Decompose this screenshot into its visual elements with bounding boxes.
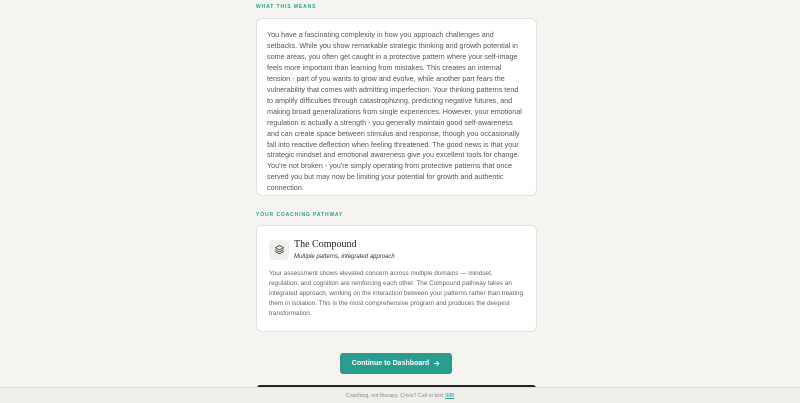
- continue-button-label: Continue to Dashboard: [351, 360, 430, 367]
- meaning-section: [256, 4, 537, 196]
- footer-bar: [0, 387, 800, 403]
- meaning-text: You have a fascinating complexity in how you approach challenges and setbacks. While you show remarkable strategic thinking and growth potential in some areas, you often get caught in a protective pattern where your self-image feels more important than learning from mistakes. This creates an internal tension - part of you wants to grow and evolve, while another part fears the vulnerability that comes with admitting imperfection. Your thinking patterns tend to amplify difficulties through catastrophizing, predicting negative futures, and making broad generalizations from single experiences. However, your emotional regulation is actually a strength - you generally maintain good self-awareness and can create space between stimulus and response, though you occasionally fall into reactive deflection when feeling threatened. The good news is that your strategic mindset and emotional awareness give you excellent tools for change. You're not broken - you're simply operating from protective patterns that once served you but may now be limiting your potential for growth and authentic connection.: [267, 30, 522, 193]
- meaning-section-label: WHAT THIS MEANS: [256, 4, 317, 10]
- pathway-description: Your assessment shows elevated concern across multiple domains — mindset, regulation, and cognition are reinforcing each other. The Compound pathway takes an integrated approach, working on the interaction between your patterns rather than treating them in isolation. This is the most comprehensive program and produces the deepest transformation.: [269, 270, 524, 317]
- pathway-header: [269, 239, 524, 260]
- meaning-card: [256, 18, 537, 196]
- crisis-line-link[interactable]: 988: [445, 392, 455, 399]
- footer-text: Coaching, not therapy. Crisis? Call or text: [345, 392, 444, 399]
- pathway-card: [256, 225, 537, 332]
- pathway-title: The Compound: [294, 239, 357, 250]
- layers-icon: [269, 240, 289, 260]
- continue-to-dashboard-button[interactable]: [340, 353, 452, 374]
- pathway-section: [256, 212, 537, 332]
- pathway-subtitle: Multiple patterns, integrated approach: [294, 254, 395, 260]
- pathway-heading: [294, 239, 395, 260]
- arrow-right-icon: [433, 360, 440, 367]
- pathway-section-label: YOUR COACHING PATHWAY: [256, 212, 344, 218]
